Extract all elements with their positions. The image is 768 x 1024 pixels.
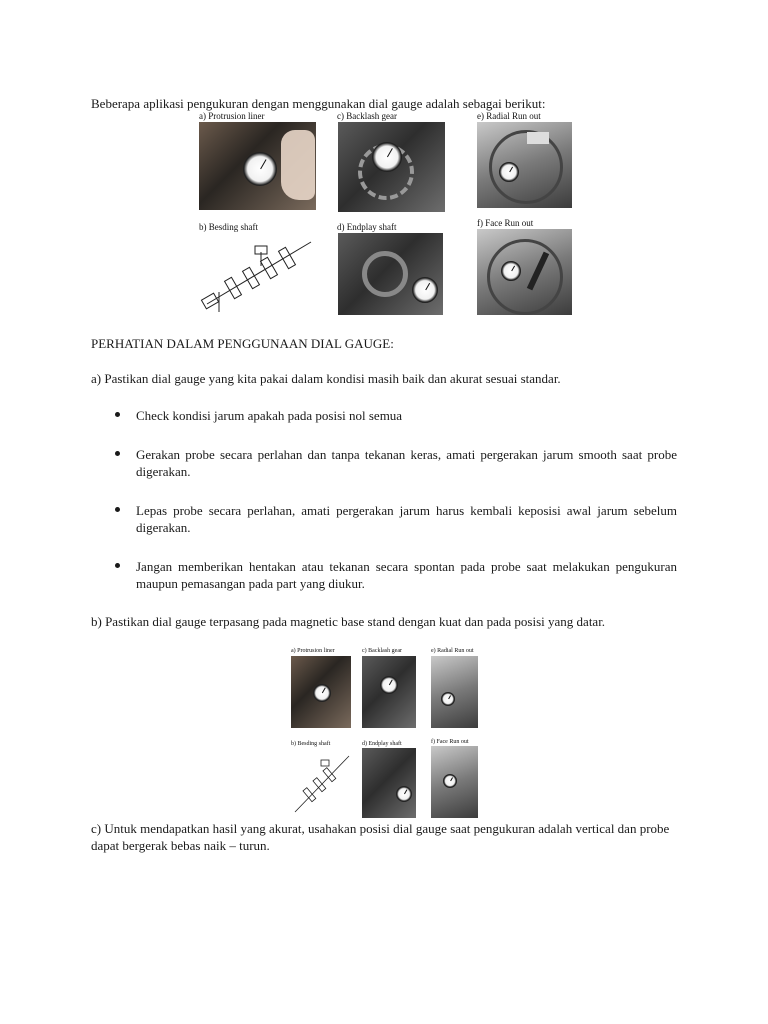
photo-radial-run-out: [477, 122, 572, 208]
intro-text: Beberapa aplikasi pengukuran dengan menggunakan dial gauge adalah sebagai berikut:: [91, 96, 546, 111]
caption-radial-run-out: e) Radial Run out: [431, 648, 474, 654]
photo-protrusion-liner: [199, 122, 316, 210]
crankshaft-drawing: [291, 748, 353, 818]
bullet-dot: [115, 451, 120, 456]
caption-face-run-out: f) Face Run out: [477, 218, 534, 228]
bullet-dot: [115, 412, 120, 417]
sketch-bending-shaft: [291, 748, 353, 818]
section-heading: PERHATIAN DALAM PENGGUNAAN DIAL GAUGE:: [91, 336, 394, 351]
crankshaft-drawing: [199, 232, 321, 314]
caption-backlash-gear: c) Backlash gear: [362, 648, 402, 654]
shaft-housing: [362, 251, 408, 297]
photo-endplay-shaft: [338, 233, 443, 315]
photo-backlash-gear: [362, 656, 416, 728]
hand-shape: [281, 130, 315, 200]
dial-gauge-icon: [501, 261, 521, 281]
dial-gauge-icon: [412, 277, 438, 303]
sketch-bending-shaft: [199, 232, 321, 314]
dial-gauge-icon: [441, 692, 455, 706]
caption-protrusion-liner: a) Protrusion liner: [291, 648, 335, 654]
caption-bending-shaft: b) Besding shaft: [291, 741, 331, 747]
caption-radial-run-out: e) Radial Run out: [477, 111, 541, 121]
bullet-dot: [115, 563, 120, 568]
bullet-item: Lepas probe secara perlahan, amati pergerakan jarum harus kembali keposisi awal jarum sebelum digerakan.: [136, 503, 677, 535]
caption-endplay-shaft: d) Endplay shaft: [362, 741, 402, 747]
flywheel-shape: [487, 239, 563, 315]
item-c-text: c) Untuk mendapatkan hasil yang akurat, usahakan posisi dial gauge saat pengukuran adalah vertical dan probe dapat bergerak bebas naik – turun.: [91, 821, 670, 853]
dial-gauge-icon: [443, 774, 457, 788]
item-a-text: a) Pastikan dial gauge yang kita pakai dalam kondisi masih baik dan akurat sesuai standar.: [91, 371, 561, 386]
caption-endplay-shaft: d) Endplay shaft: [337, 222, 397, 232]
photo-backlash-gear: [338, 122, 445, 212]
dial-gauge-icon: [380, 676, 398, 694]
photo-radial-run-out: [431, 656, 478, 728]
caption-backlash-gear: c) Backlash gear: [337, 111, 397, 121]
magnetic-base: [527, 132, 549, 144]
dial-gauge-icon: [243, 152, 277, 186]
bullet-dot: [115, 507, 120, 512]
photo-face-run-out: [431, 746, 478, 818]
dial-gauge-icon: [372, 142, 402, 172]
bullet-item: Jangan memberikan hentakan atau tekanan secara spontan pada probe saat melakukan pengukuran maupun pemasangan pada part yang diukur.: [136, 559, 677, 591]
bullet-item: Check kondisi jarum apakah pada posisi nol semua: [136, 408, 403, 423]
caption-protrusion-liner: a) Protrusion liner: [199, 111, 265, 121]
dial-gauge-icon: [313, 684, 331, 702]
item-b-text: b) Pastikan dial gauge terpasang pada magnetic base stand dengan kuat dan pada posisi yang datar.: [91, 614, 606, 629]
photo-endplay-shaft: [362, 748, 416, 818]
photo-face-run-out: [477, 229, 572, 315]
dial-gauge-icon: [499, 162, 519, 182]
bullet-item: Gerakan probe secara perlahan dan tanpa tekanan keras, amati pergerakan jarum smooth saat probe digerakan.: [136, 447, 677, 479]
photo-protrusion-liner: [291, 656, 351, 728]
caption-face-run-out: f) Face Run out: [431, 739, 469, 745]
dial-gauge-icon: [396, 786, 412, 802]
caption-bending-shaft: b) Besding shaft: [199, 222, 258, 232]
